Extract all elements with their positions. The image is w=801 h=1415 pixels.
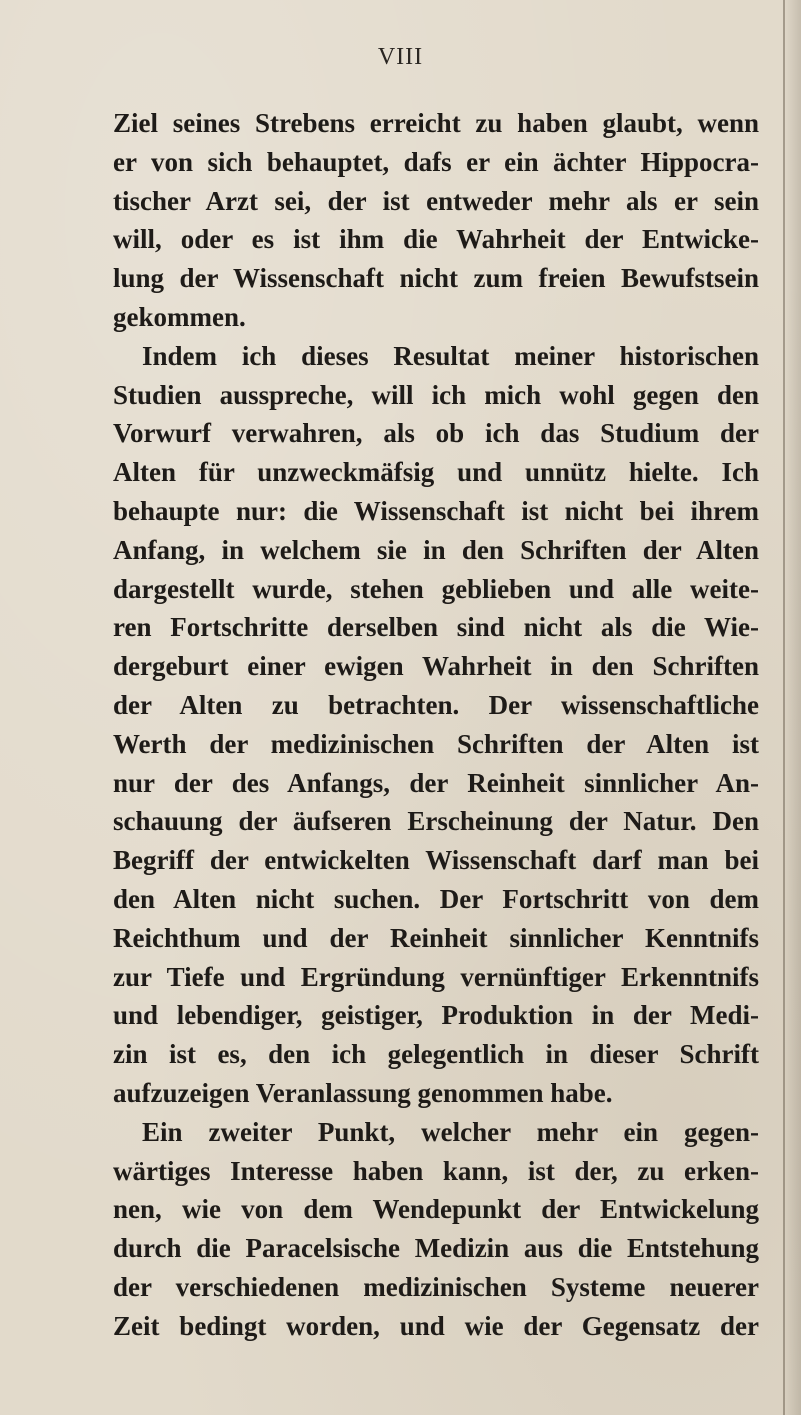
text-line: Begriff der entwickelten Wissenschaft darf man bei [113,845,759,876]
text-line: aufzuzeigen Veranlassung genommen habe. [113,1077,613,1108]
text-line: zur Tiefe und Ergründung vernünftiger Erkenntnifs [113,961,759,992]
page-number: VIII [377,44,424,70]
text-line: er von sich behauptet, dafs er ein ächter Hippocra- [113,146,759,177]
text-line: tischer Arzt sei, der ist entweder mehr als er sein [113,185,759,216]
text-line: nur der des Anfangs, der Reinheit sinnlicher An- [113,767,759,798]
text-line: der Alten zu betrachten. Der wissenschaftliche [113,689,759,720]
text-line: nen, wie von dem Wendepunkt der Entwickelung [113,1194,759,1225]
text-line: den Alten nicht suchen. Der Fortschritt von dem [113,883,759,914]
text-line: Vorwurf verwahren, als ob ich das Studium der [113,418,759,449]
text-line: ren Fortschritte derselben sind nicht als die Wie- [113,612,759,643]
text-line: zin ist es, den ich gelegentlich in dieser Schrift [113,1039,759,1070]
text-line: dergeburt einer ewigen Wahrheit in den Schriften [113,651,759,682]
text-line: will, oder es ist ihm die Wahrheit der Entwicke- [113,224,759,255]
text-line: und lebendiger, geistiger, Produktion in der Medi- [113,1000,759,1031]
text-line: wärtiges Interesse haben kann, ist der, zu erken- [113,1155,759,1186]
page-edge-line [783,0,785,1415]
text-line: gekommen. [113,301,246,332]
text-line: lung der Wissenschaft nicht zum freien Bewufstsein [113,263,759,294]
text-line: Indem ich dieses Resultat meiner historischen [142,340,759,371]
text-line: Reichthum und der Reinheit sinnlicher Kenntnifs [113,922,759,953]
text-line: der verschiedenen medizinischen Systeme neuerer [113,1271,759,1302]
text-line: Anfang, in welchem sie in den Schriften der Alten [113,534,759,565]
text-line: Ein zweiter Punkt, welcher mehr ein gegen- [142,1116,759,1147]
text-line: Werth der medizinischen Schriften der Alten ist [113,728,759,759]
text-line: durch die Paracelsische Medizin aus die Entstehung [113,1233,759,1264]
text-line: schauung der äufseren Erscheinung der Natur. Den [113,806,759,837]
text-line: Ziel seines Strebens erreicht zu haben glaubt, wenn [113,108,759,138]
text-line: Alten für unzweckmäfsig und unnütz hielte. Ich [113,457,759,488]
page-edge-shadow [783,0,801,1415]
text-line: behaupte nur: die Wissenschaft ist nicht bei ihrem [113,495,759,526]
body-text [113,104,759,1346]
text-line: Studien ausspreche, will ich mich wohl gegen den [113,379,759,410]
text-line: dargestellt wurde, stehen geblieben und alle weite- [113,573,759,604]
text-line: Zeit bedingt worden, und wie der Gegensatz der [113,1310,759,1341]
